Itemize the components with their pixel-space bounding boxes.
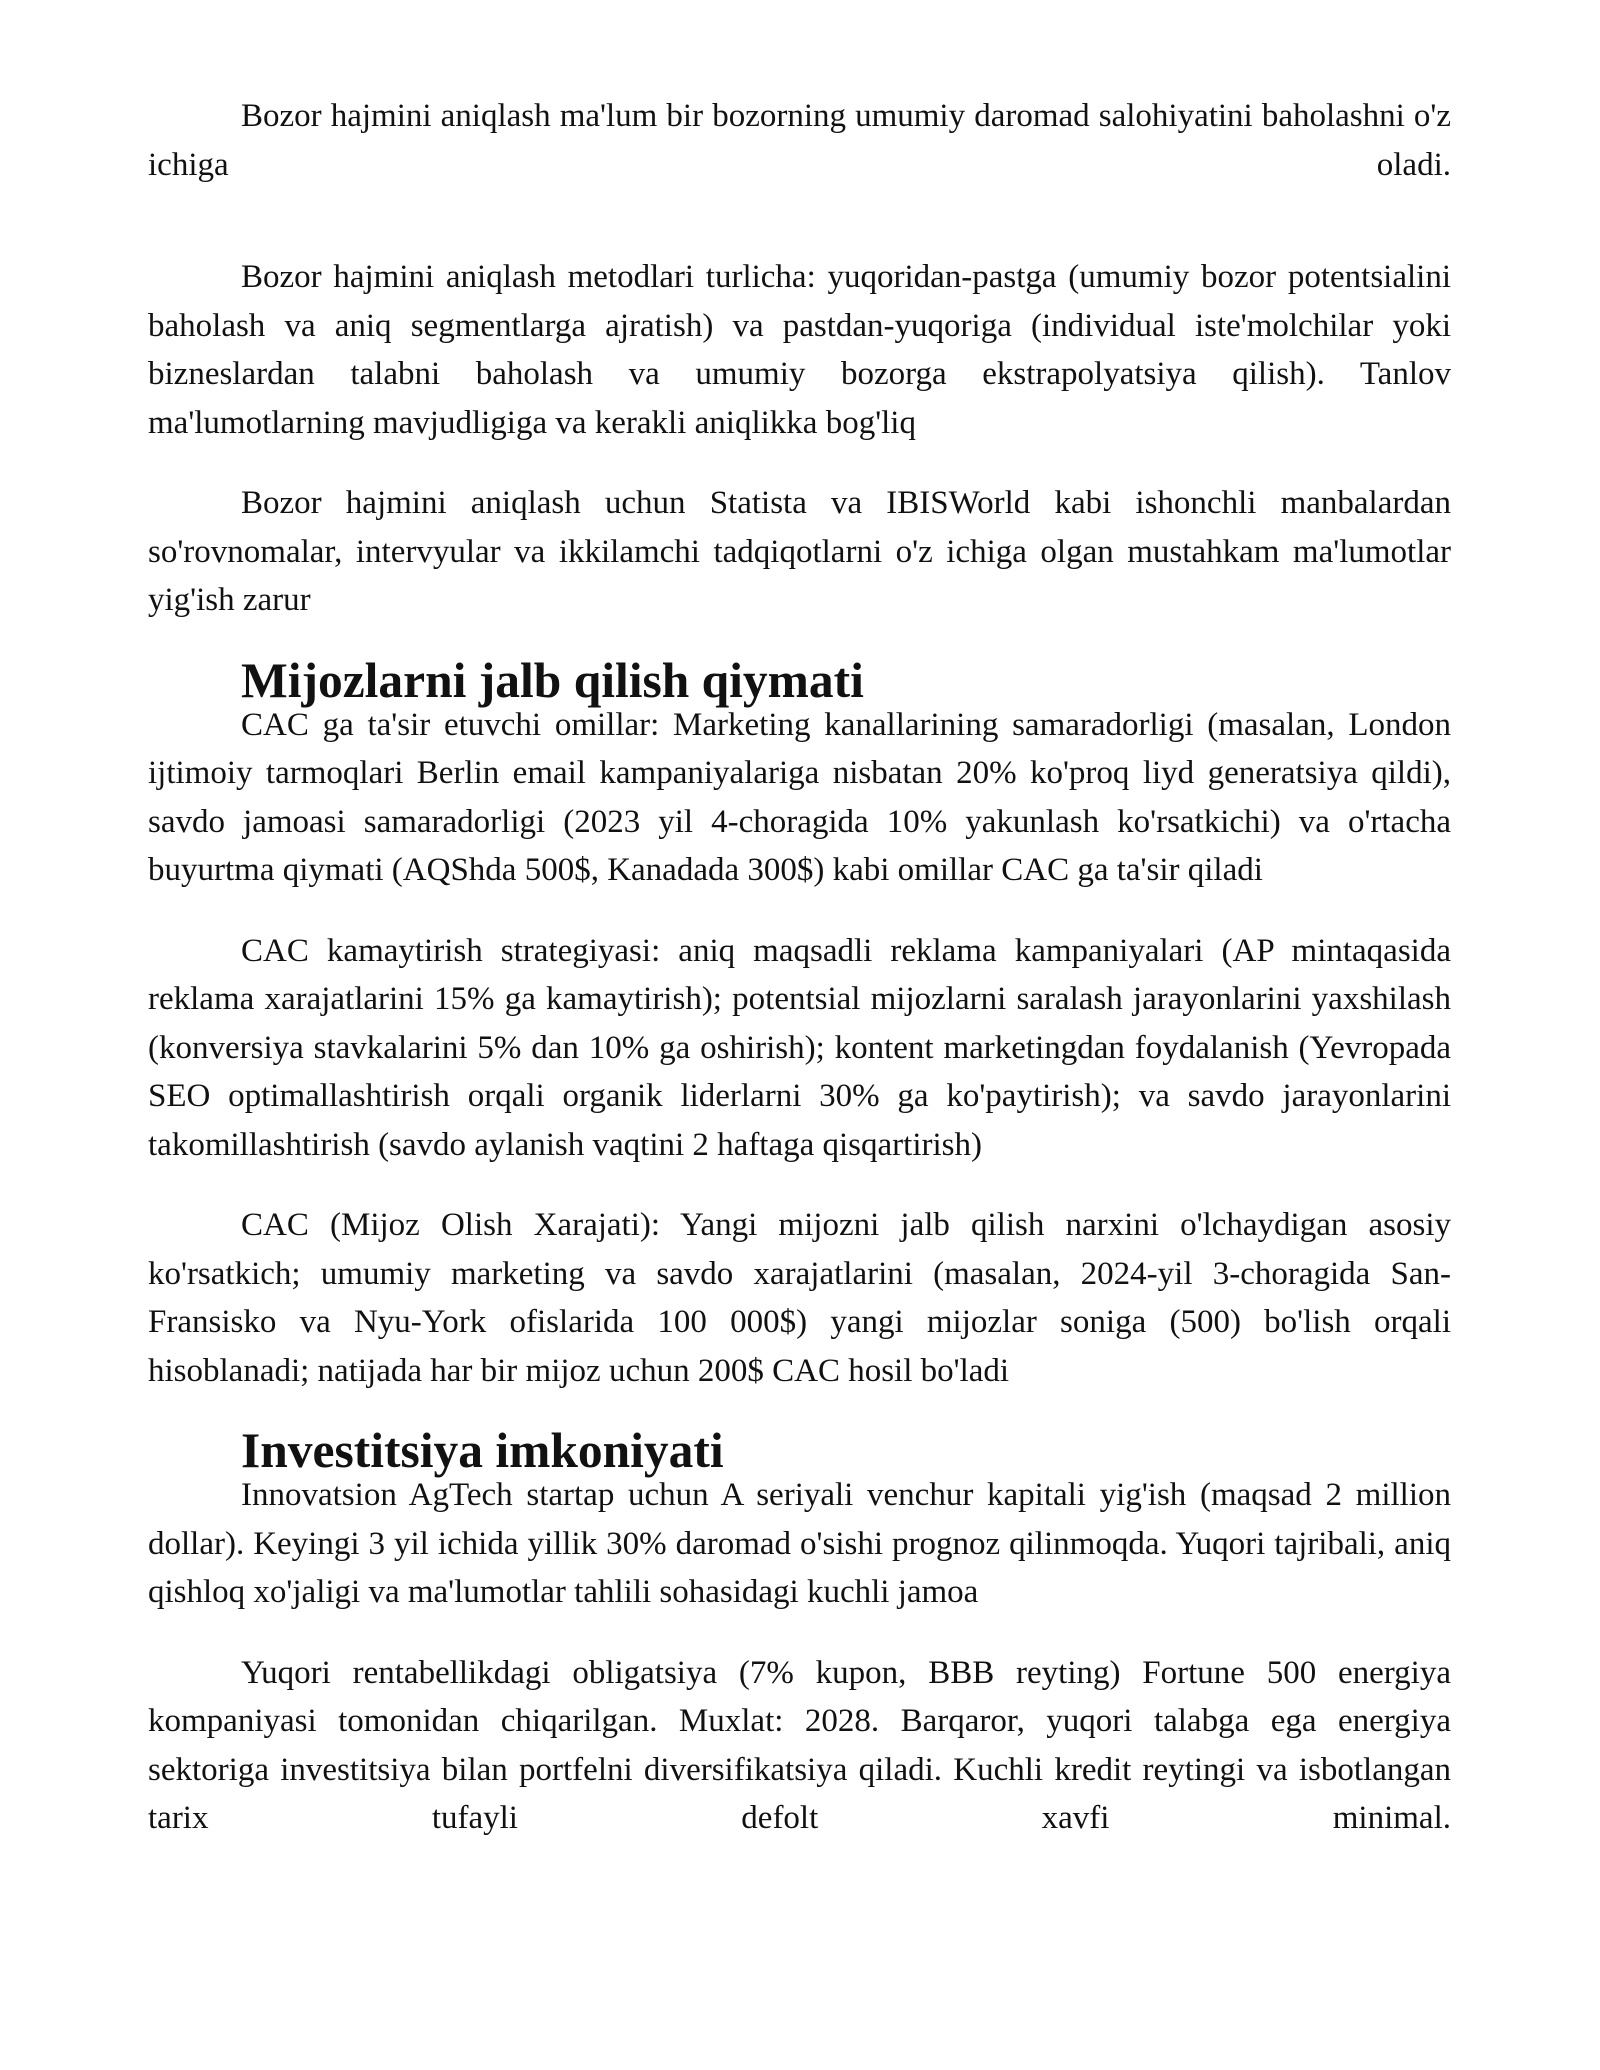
section-heading-investment: Investitsiya imkoniyati bbox=[241, 1423, 724, 1478]
paragraph-market-size-intro: Bozor hajmini aniqlash ma'lum bir bozorning umumiy daromad salohiyatini baholashni o'z ichiga oladi. bbox=[148, 98, 1451, 183]
section-heading-cac: Mijozlarni jalb qilish qiymati bbox=[241, 652, 864, 708]
paragraph-market-size-data: Bozor hajmini aniqlash uchun Statista va IBISWorld kabi ishonchli manbalardan so'rovnomalar, intervyular va ikkilamchi tadqiqotlarni o'z ichiga olgan mustahkam ma'lumotlar yig'ish zarur bbox=[148, 485, 1451, 618]
spacer bbox=[148, 447, 1451, 479]
paragraph-investment-agtech: Innovatsion AgTech startap uchun A seriyali venchur kapitali yig'ish (maqsad 2 million dollar). Keyingi 3 yil ichida yillik 30% daromad o'sishi prognoz qilinmoqda. Yuqori tajribali, aniq qishloq xo'jaligi va ma'lumotlar tahlili sohasidagi kuchli jamoa bbox=[148, 1477, 1451, 1610]
paragraph-market-size-methods: Bozor hajmini aniqlash metodlari turlicha: yuqoridan-pastga (umumiy bozor potentsialini baholash va aniq segmentlarga ajratish) va pastdan-yuqoriga (individual iste'molchilar yoki bizneslardan talabni baholash va umumiy bozorga ekstrapolyatsiya qilish). Tanlov ma'lumotlarning mavjudligiga va kerakli aniqlikka bog'liq bbox=[148, 259, 1451, 441]
paragraph-cac-strategy: CAC kamaytirish strategiyasi: aniq maqsadli reklama kampaniyalari (AP mintaqasida reklama xarajatlarini 15% ga kamaytirish); potentsial mijozlarni saralash jarayonlarini yaxshilash (konversiya stavkalarini 5% dan 10% ga oshirish); kontent marketingdan foydalanish (Yevropada SEO optimallashtirish orqali organik liderlarni 30% ga ko'paytirish); va savdo jarayonlarini takomillashtirish (savdo aylanish vaqtini 2 haftaga qisqartirish) bbox=[148, 932, 1451, 1163]
document-page bbox=[148, 92, 1451, 1843]
spacer bbox=[148, 189, 1451, 253]
spacer bbox=[148, 895, 1451, 927]
paragraph-cac-factors: CAC ga ta'sir etuvchi omillar: Marketing kanallarining samaradorligi (masalan, London ijtimoiy tarmoqlari Berlin email kampaniyalariga nisbatan 20% ko'proq liyd generatsiya qildi), savdo jamoasi samaradorligi (2023 yil 4-choragida 10% yakunlash ko'rsatkichi) va o'rtacha buyurtma qiymati (AQShda 500$, Kanadada 300$) kabi omillar CAC ga ta'sir qiladi bbox=[148, 706, 1451, 888]
paragraph-investment-bond: Yuqori rentabellikdagi obligatsiya (7% kupon, BBB reyting) Fortune 500 energiya kompaniyasi tomonidan chiqarilgan. Muxlat: 2028. Barqaror, yuqori talabga ega energiya sektoriga investitsiya bilan portfelni diversifikatsiya qiladi. Kuchli kredit reytingi va isbotlangan tarix tufayli defolt xavfi minimal. bbox=[148, 1654, 1451, 1836]
spacer bbox=[148, 1169, 1451, 1201]
paragraph-cac-definition: CAC (Mijoz Olish Xarajati): Yangi mijozni jalb qilish narxini o'lchaydigan asosiy ko'rsatkich; umumiy marketing va savdo xarajatlarini (masalan, 2024-yil 3-choragida San-Fransisko va Nyu-York ofislarida 100 000$) yangi mijozlar soniga (500) bo'lish orqali hisoblanadi; natijada har bir mijoz uchun 200$ CAC hosil bo'ladi bbox=[148, 1207, 1451, 1389]
spacer bbox=[148, 1617, 1451, 1649]
